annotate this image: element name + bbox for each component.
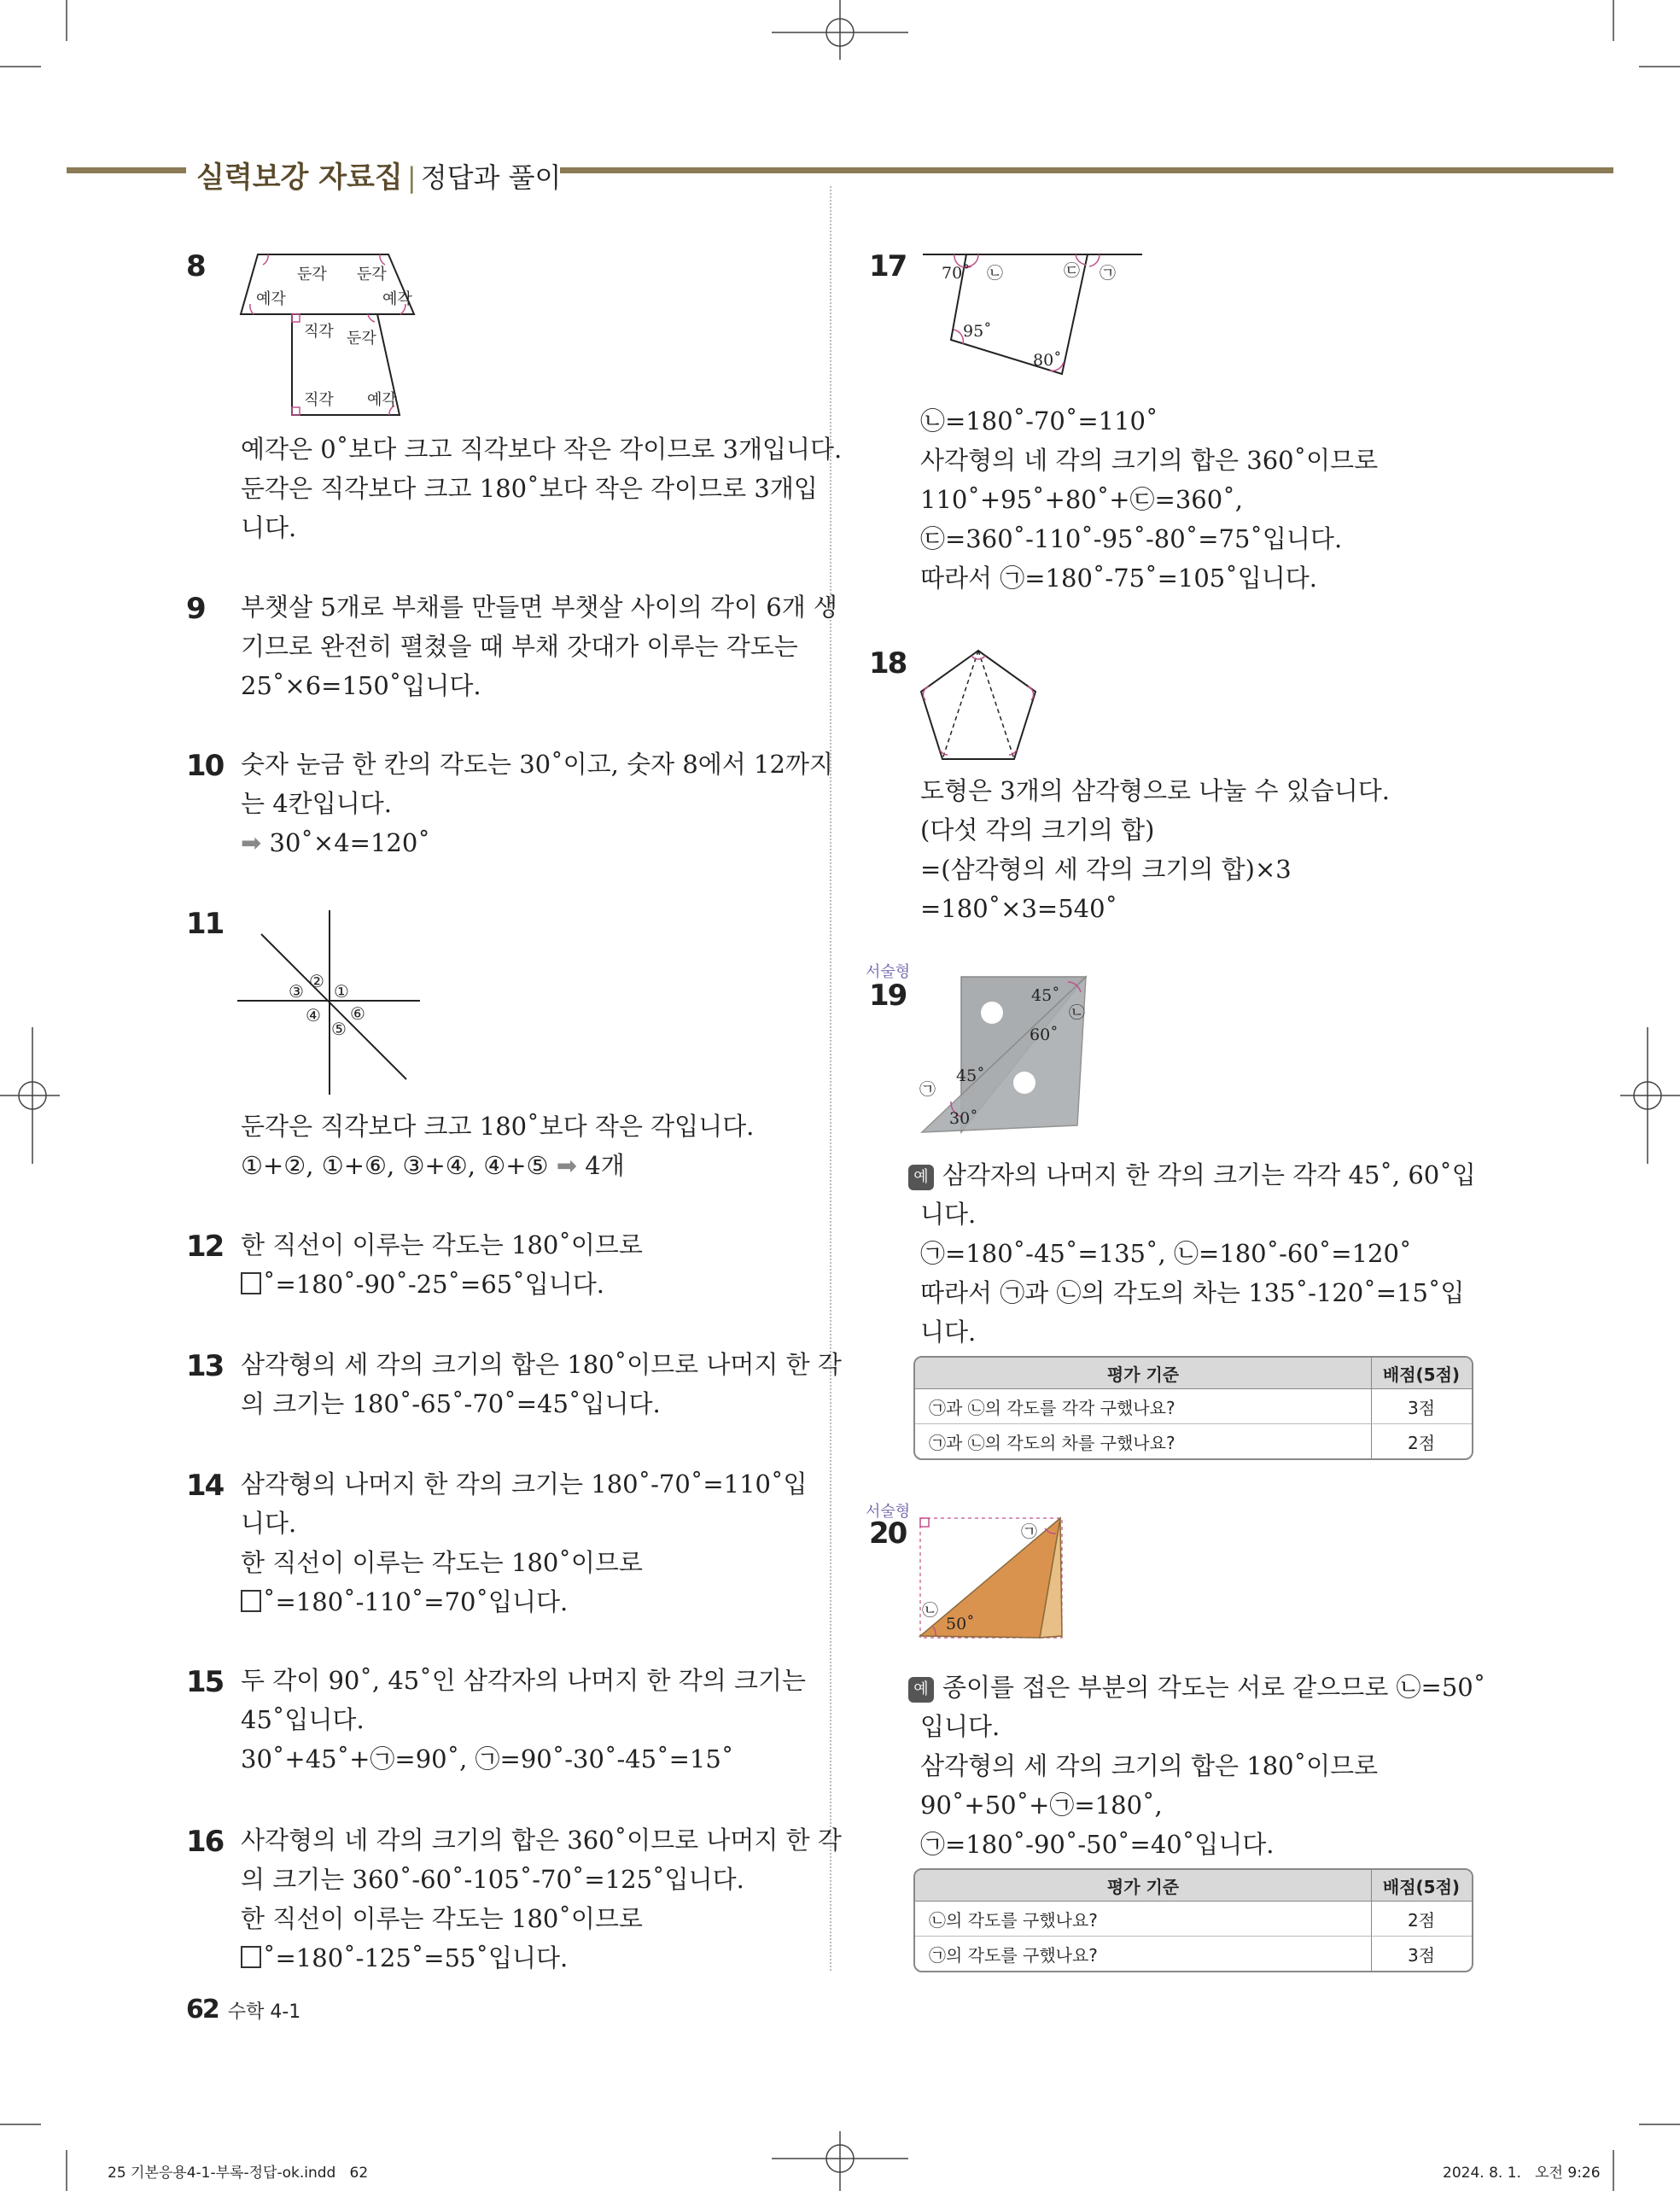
problem-number: 12 — [186, 1230, 224, 1264]
text-line: 사각형의 네 각의 크기의 합은 360˚이므로 나머지 한 각 — [241, 1826, 842, 1855]
rubric-points: 3점 — [1371, 1937, 1472, 1971]
problem-number: 8 — [186, 249, 205, 283]
problem-11-text — [241, 1107, 754, 1185]
example-badge: 예 — [908, 1165, 934, 1190]
blank-box — [241, 1946, 261, 1968]
text-line: 45˚입니다. — [241, 1705, 365, 1734]
text-line: ㉠=180˚-90˚-50˚=40˚입니다. — [920, 1830, 1275, 1859]
text-line: 니다. — [920, 1318, 977, 1347]
blank-box — [241, 1590, 261, 1612]
first-line: 종이를 접은 부분의 각도는 서로 같으므로 ㉡=50˚ — [942, 1673, 1486, 1702]
rubric-criterion: ㉡의 각도를 구했나요? — [915, 1902, 1371, 1937]
text-line: 한 직선이 이루는 각도는 180˚이므로 — [241, 1230, 643, 1259]
text-line: 부챗살 5개로 부채를 만들면 부챗살 사이의 각이 6개 생 — [241, 593, 837, 622]
problem-number: 13 — [186, 1349, 224, 1383]
rubric-criterion: ㉠과 ㉡의 각도의 차를 구했나요? — [929, 1432, 1175, 1453]
problem-number: 18 — [869, 646, 907, 681]
label-c2: ㉡ — [987, 264, 1004, 283]
text-line: 는 4칸입니다. — [241, 789, 392, 818]
arrow-icon: ➡ — [556, 1151, 578, 1180]
label-60: 60˚ — [1030, 1025, 1059, 1044]
arrow-icon: ➡ — [241, 828, 262, 857]
text-line: 한 직선이 이루는 각도는 180˚이므로 — [241, 1904, 643, 1933]
rubric-criterion: ㉠의 각도를 구했나요? — [929, 1944, 1098, 1966]
rubric-col-points: 배점(5점) — [1371, 1870, 1472, 1902]
page-number: 62 — [186, 1995, 219, 2024]
table-row — [915, 1424, 1472, 1458]
answer: 30˚×4=120˚ — [269, 828, 430, 857]
text-line — [908, 1668, 1485, 1707]
label-30: 30˚ — [949, 1109, 978, 1128]
problem-number: 9 — [186, 592, 205, 626]
problem-20-text — [908, 1668, 1485, 1864]
text-line: ㉡=180˚-70˚=110˚ — [920, 406, 1158, 435]
text-line: (다섯 각의 크기의 합) — [920, 815, 1155, 844]
problem-number: 10 — [186, 749, 224, 783]
text-line: ㉠=180˚-45˚=135˚, ㉡=180˚-60˚=120˚ — [920, 1239, 1412, 1268]
first-line: 삼각자의 나머지 한 각의 크기는 각각 45˚, 60˚입 — [942, 1160, 1476, 1189]
box-line — [241, 1938, 842, 1978]
file-info: 25 기본응용4-1-부록-정답-ok.indd 62 — [108, 2165, 369, 2182]
rubric-table — [913, 1356, 1473, 1460]
problem-20-diagram — [917, 1511, 1066, 1639]
example-badge: 예 — [908, 1677, 934, 1703]
header-bar-left — [67, 167, 186, 173]
problem-number: 16 — [186, 1825, 224, 1859]
table-row — [915, 1389, 1472, 1424]
text-line: 90˚+50˚+㉠=180˚, — [920, 1791, 1163, 1820]
text-line: 삼각형의 세 각의 크기의 합은 180˚이므로 — [920, 1751, 1379, 1780]
header — [196, 154, 561, 196]
problem-18-diagram — [919, 646, 1047, 765]
label-c2: ㉡ — [1069, 1003, 1086, 1022]
text-line: 의 크기는 180˚-65˚-70˚=45˚입니다. — [241, 1389, 661, 1418]
header-subtitle: 정답과 풀이 — [420, 161, 562, 194]
label-1: ① — [334, 981, 349, 1002]
box-line-text: ˚=180˚-125˚=55˚입니다. — [263, 1943, 569, 1972]
label-obtuse-1: 둔각 — [297, 266, 327, 283]
label-4: ④ — [306, 1005, 321, 1025]
rubric-points: 2점 — [1371, 1902, 1472, 1937]
label-acute-1: 예각 — [256, 290, 286, 308]
problem-14-text — [241, 1464, 808, 1621]
text-line: 기므로 완전히 펼쳤을 때 부채 갓대가 이루는 각도는 — [241, 632, 798, 661]
text-line — [908, 1155, 1476, 1195]
problem-17-diagram — [919, 248, 1149, 380]
label-80: 80˚ — [1033, 351, 1062, 370]
rubric-points: 2점 — [1371, 1424, 1472, 1458]
label-acute-2: 예각 — [382, 290, 412, 308]
rubric-col-points: 배점(5점) — [1371, 1358, 1472, 1389]
problem-8-diagram — [230, 246, 487, 421]
label-2: ② — [309, 971, 324, 991]
label-acute-3: 예각 — [367, 391, 397, 409]
essay-tag: 서술형 — [866, 1503, 911, 1521]
label-5: ⑤ — [331, 1019, 347, 1039]
text-line: 25˚×6=150˚입니다. — [241, 671, 481, 700]
text-line: 니다. — [241, 1509, 297, 1538]
table-row — [915, 1937, 1472, 1971]
box-line — [241, 1265, 643, 1304]
problem-11-diagram — [236, 909, 423, 1096]
answer-line — [241, 1146, 754, 1185]
problem-number: 17 — [869, 249, 907, 283]
label-c1: ㉠ — [1021, 1522, 1038, 1541]
rubric-criterion: ㉠과 ㉡의 각도를 각각 구했나요? — [915, 1389, 1371, 1424]
label-6: ⑥ — [350, 1003, 365, 1024]
text-line: 두 각이 90˚, 45˚인 삼각자의 나머지 한 각의 크기는 — [241, 1666, 807, 1695]
box-line-text: ˚=180˚-110˚=70˚입니다. — [263, 1587, 569, 1616]
problem-number: 11 — [186, 907, 224, 941]
problem-17-text — [920, 401, 1378, 598]
rubric-table — [913, 1868, 1473, 1972]
text-line: 니다. — [920, 1200, 977, 1229]
rubric-col-criteria: 평가 기준 — [915, 1870, 1371, 1902]
rubric-points: 3점 — [1371, 1389, 1472, 1424]
label-right-1: 직각 — [304, 323, 334, 341]
header-bar-right — [560, 167, 1613, 173]
problem-number: 15 — [186, 1665, 224, 1699]
label-70: 70˚ — [942, 264, 971, 283]
problem-19-text — [908, 1155, 1476, 1352]
answer-line — [241, 823, 833, 862]
text-line: 둔각은 직각보다 크고 180˚보다 작은 각이므로 3개입 — [241, 474, 818, 503]
answer-prefix: ①+②, ①+⑥, ③+④, ④+⑤ — [241, 1151, 549, 1180]
text-line: 30˚+45˚+㉠=90˚, ㉠=90˚-30˚-45˚=15˚ — [241, 1744, 734, 1773]
label-c2: ㉡ — [922, 1601, 939, 1620]
text-line: =(삼각형의 세 각의 크기의 합)×3 — [920, 855, 1292, 884]
label-obtuse-3: 둔각 — [347, 330, 376, 348]
header-title: 실력보강 자료집 — [196, 161, 403, 195]
text-line: 따라서 ㉠과 ㉡의 각도의 차는 135˚-120˚=15˚입 — [920, 1278, 1465, 1307]
label-obtuse-2: 둔각 — [357, 266, 387, 283]
page-footer — [186, 1995, 300, 2024]
text-line: 의 크기는 360˚-60˚-105˚-70˚=125˚입니다. — [241, 1865, 744, 1894]
box-line-text: ˚=180˚-90˚-25˚=65˚입니다. — [263, 1270, 605, 1299]
label-right-2: 직각 — [304, 391, 334, 409]
text-line: 니다. — [241, 513, 297, 542]
text-line: =180˚×3=540˚ — [920, 894, 1118, 923]
label-95: 95˚ — [963, 322, 992, 341]
print-timestamp: 2024. 8. 1. 오전 9:26 — [1443, 2165, 1601, 2182]
problem-13-text — [241, 1345, 842, 1423]
label-3: ③ — [289, 981, 304, 1002]
problem-18-text — [920, 771, 1390, 928]
blank-box — [241, 1272, 261, 1294]
essay-tag: 서술형 — [866, 963, 911, 981]
text-line: 숫자 눈금 한 칸의 각도는 30˚이고, 숫자 8에서 12까지 — [241, 750, 833, 779]
text-line: 둔각은 직각보다 크고 180˚보다 작은 각입니다. — [241, 1112, 755, 1141]
problem-9-text — [241, 587, 837, 705]
rubric-col-criteria: 평가 기준 — [915, 1358, 1371, 1389]
problem-10-text — [241, 745, 833, 862]
label-45b: 45˚ — [956, 1066, 985, 1085]
problem-16-text — [241, 1820, 842, 1978]
problem-15-text — [241, 1661, 806, 1779]
header-divider: | — [406, 161, 417, 194]
label-50: 50˚ — [946, 1615, 975, 1633]
text-line: 110˚+95˚+80˚+㉢=360˚, — [920, 485, 1243, 514]
label-45a: 45˚ — [1031, 986, 1060, 1005]
answer: 4개 — [585, 1151, 625, 1180]
text-line: 예각은 0˚보다 크고 직각보다 작은 각이므로 3개입니다. — [241, 435, 843, 464]
problem-19-diagram — [919, 973, 1089, 1144]
box-line — [241, 1582, 808, 1621]
problem-8-text — [241, 429, 842, 547]
table-row — [915, 1902, 1472, 1937]
book-title: 수학 4-1 — [227, 2001, 301, 2023]
text-line: 입니다. — [920, 1712, 1000, 1741]
text-line: 도형은 3개의 삼각형으로 나눌 수 있습니다. — [920, 776, 1390, 805]
problem-number: 20 — [869, 1516, 907, 1551]
text-line: 삼각형의 세 각의 크기의 합은 180˚이므로 나머지 한 각 — [241, 1350, 842, 1379]
label-c1: ㉠ — [919, 1080, 936, 1099]
problem-number: 19 — [869, 979, 907, 1013]
text-line: 사각형의 네 각의 크기의 합은 360˚이므로 — [920, 446, 1379, 475]
text-line: 삼각형의 나머지 한 각의 크기는 180˚-70˚=110˚입 — [241, 1469, 808, 1499]
label-c1: ㉠ — [1100, 264, 1117, 283]
rubric-header — [915, 1358, 1472, 1389]
problem-number: 14 — [186, 1469, 224, 1503]
text-line: 한 직선이 이루는 각도는 180˚이므로 — [241, 1548, 643, 1577]
text-line: ㉢=360˚-110˚-95˚-80˚=75˚입니다. — [920, 524, 1343, 553]
text-line: 따라서 ㉠=180˚-75˚=105˚입니다. — [920, 564, 1318, 593]
label-c3: ㉢ — [1064, 261, 1081, 280]
problem-12-text — [241, 1225, 643, 1304]
rubric-header — [915, 1870, 1472, 1902]
